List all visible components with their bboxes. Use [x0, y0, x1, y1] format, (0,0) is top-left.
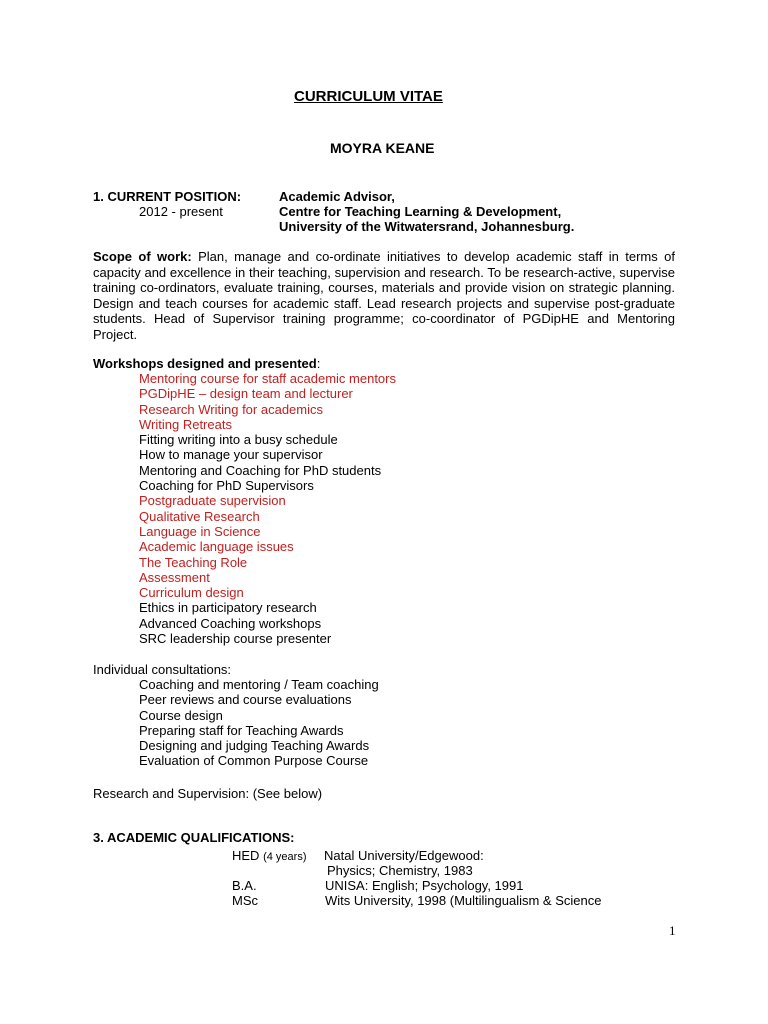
workshop-item: Mentoring course for staff academic mentors	[139, 371, 396, 386]
hed-institution: Natal University/Edgewood:	[324, 848, 484, 863]
workshop-item: Research Writing for academics	[139, 401, 323, 417]
workshop-item: The Teaching Role	[139, 554, 248, 570]
workshops-heading	[93, 356, 320, 371]
qualifications-heading: 3. ACADEMIC QUALIFICATIONS:	[93, 830, 295, 845]
workshop-item: Postgraduate supervision	[139, 493, 286, 509]
workshop-list	[139, 371, 396, 646]
workshop-item: Ethics in participatory research	[139, 600, 317, 616]
position-period: 2012 - present	[139, 204, 223, 219]
qualification-msc-label: MSc	[232, 893, 258, 908]
workshop-item: Qualitative Research	[139, 508, 260, 524]
workshop-item: PGDipHE – design team and lecturer	[139, 386, 353, 402]
msc-detail: Wits University, 1998 (Multilingualism & Science	[325, 893, 602, 908]
document-title: CURRICULUM VITAE	[294, 88, 443, 105]
consultations-heading: Individual consultations:	[93, 662, 232, 677]
scope-of-work-paragraph	[93, 249, 675, 342]
workshop-item: SRC leadership course presenter	[139, 631, 332, 647]
consultation-item: Peer reviews and course evaluations	[139, 692, 352, 708]
consultation-item: Preparing staff for Teaching Awards	[139, 722, 344, 738]
person-name: MOYRA KEANE	[330, 140, 435, 156]
workshop-item: Writing Retreats	[139, 416, 232, 432]
consultation-item: Course design	[139, 707, 223, 723]
hed-label: HED	[232, 848, 260, 863]
qualification-ba-label: B.A.	[232, 878, 257, 893]
position-title: Academic Advisor,	[279, 189, 395, 204]
workshop-item: Assessment	[139, 569, 210, 585]
workshop-item: Advanced Coaching workshops	[139, 615, 322, 631]
hed-duration: (4 years)	[263, 851, 307, 863]
current-position-heading: 1. CURRENT POSITION:	[93, 189, 242, 204]
consultation-item: Coaching and mentoring / Team coaching	[139, 677, 379, 692]
research-note: Research and Supervision: (See below)	[93, 786, 323, 801]
workshop-item: Mentoring and Coaching for PhD students	[139, 462, 382, 478]
consultation-list	[139, 677, 379, 769]
page-number: 1	[669, 923, 676, 938]
scope-text: Plan, manage and co-ordinate initiatives to develop academic staff in terms of capacity and excellence in their teaching, supervision and research. To be research-active, supervise training co-ordinators, evaluate training, courses, materials and provide vision on strategic planning. Design and teach courses for academic staff. Lead research projects and supervise post-graduate students. Head of Supervisor training programme; co-coordinator of PGDipHE and Mentoring Project.	[93, 249, 675, 342]
workshops-heading-colon: :	[316, 356, 321, 371]
workshop-item: How to manage your supervisor	[139, 447, 323, 463]
workshops-heading-text: Workshops designed and presented	[93, 356, 317, 371]
position-org-line2: University of the Witwatersrand, Johannesburg.	[279, 219, 575, 234]
workshop-item: Academic language issues	[139, 539, 294, 555]
workshop-item: Coaching for PhD Supervisors	[139, 478, 314, 494]
workshop-item: Curriculum design	[139, 585, 244, 601]
consultation-item: Designing and judging Teaching Awards	[139, 738, 370, 754]
ba-detail: UNISA: English; Psychology, 1991	[325, 878, 524, 893]
qualification-hed-label	[232, 848, 306, 865]
hed-detail: Physics; Chemistry, 1983	[327, 863, 473, 878]
scope-label: Scope of work:	[93, 249, 192, 264]
position-org-line1: Centre for Teaching Learning & Development,	[279, 204, 562, 219]
workshop-item: Language in Science	[139, 523, 261, 539]
workshop-item: Fitting writing into a busy schedule	[139, 432, 338, 448]
consultation-item: Evaluation of Common Purpose Course	[139, 753, 369, 769]
